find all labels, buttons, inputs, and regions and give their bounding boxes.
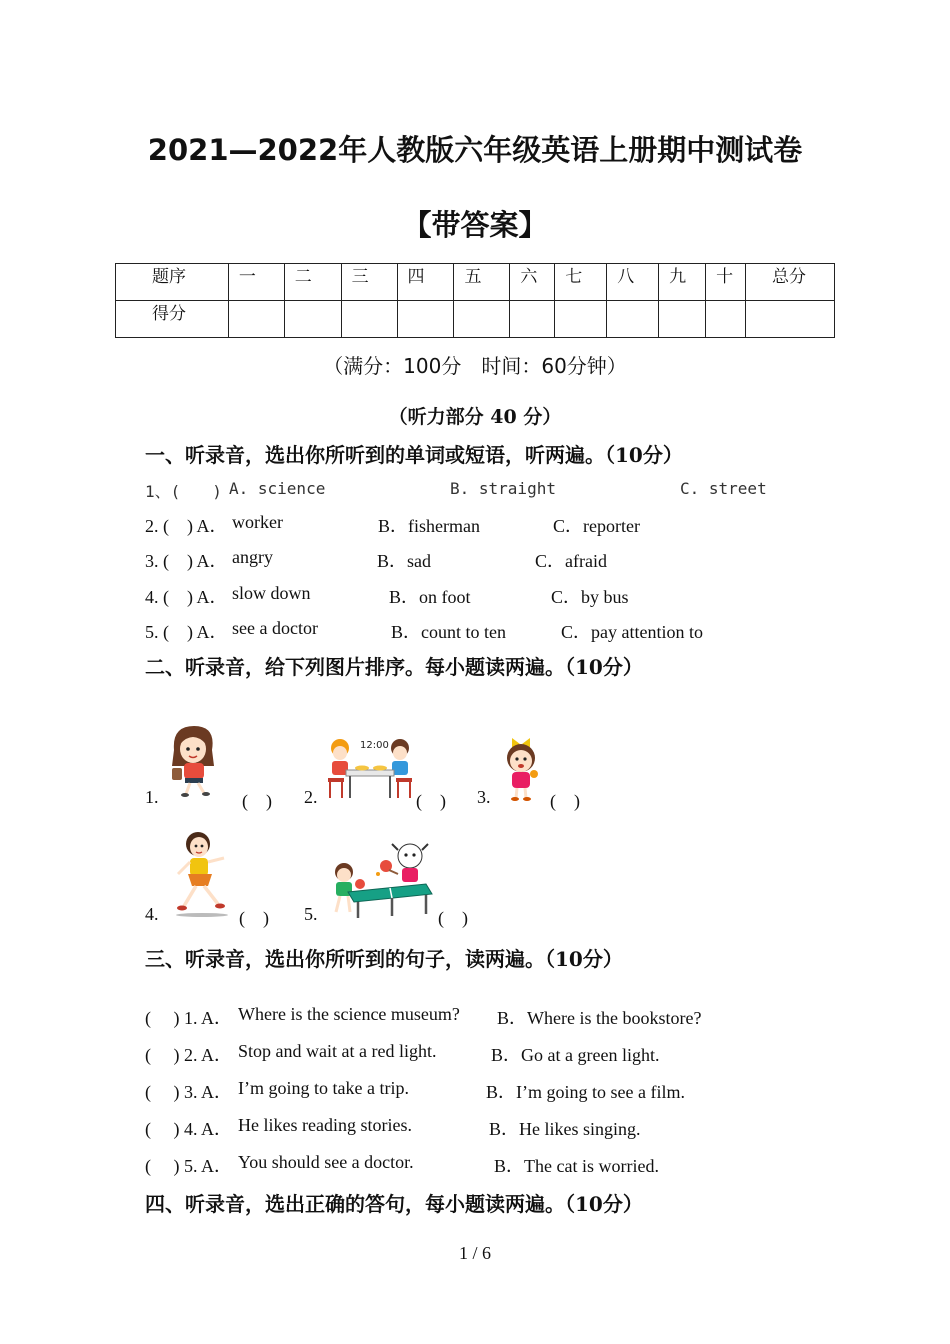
s1-q4-number: 4. ( ) A．	[145, 587, 228, 607]
score-header-cell: 七	[555, 264, 607, 301]
s3-q4-option-a: He likes reading stories.	[238, 1115, 412, 1135]
score-header-cell: 总分	[746, 264, 835, 301]
s2-item2-number: 2.	[304, 787, 318, 807]
s2-item1-blank[interactable]: ( )	[242, 791, 272, 811]
page-number: 1 / 6	[458, 1243, 491, 1263]
s3-q2-option-b: B．Go at a green light.	[491, 1045, 660, 1065]
s3-q1-option-b: B．Where is the bookstore?	[497, 1008, 702, 1028]
section2-title: 二、听录音，给下列图片排序。每小题读两遍。（10分）	[145, 655, 643, 679]
section1-title: 一、听录音，选出你所听到的单词或短语，听两遍。（10分）	[145, 443, 683, 467]
score-cell[interactable]	[228, 301, 284, 338]
girl-walking-picture	[166, 722, 222, 798]
s1-q2-option-a: worker	[232, 512, 283, 532]
section3-title: 三、听录音，选出你所听到的句子，读两遍。（10分）	[145, 947, 623, 971]
girl-running-picture	[168, 830, 232, 918]
score-header-cell: 六	[510, 264, 555, 301]
s2-item3-number: 3.	[477, 787, 491, 807]
score-header-cell: 四	[397, 264, 454, 301]
s1-q4-option-c: C．by bus	[551, 587, 629, 607]
s3-q5-option-a: You should see a doctor.	[238, 1152, 414, 1172]
s1-q4-option-b: B．on foot	[389, 587, 471, 607]
doc-title-line2: 【带答案】	[402, 208, 548, 242]
score-cell[interactable]	[746, 301, 835, 338]
score-cell[interactable]	[284, 301, 341, 338]
s3-q5-number: ( ) 5. A．	[145, 1156, 232, 1176]
s3-q5-option-b: B．The cat is worried.	[494, 1156, 659, 1176]
s1-q2-option-c: C．reporter	[553, 516, 640, 536]
section4-title: 四、听录音，选出正确的答句，每小题读两遍。（10分）	[145, 1192, 643, 1216]
listening-part-label: （听力部分 40 分）	[388, 406, 562, 428]
s1-q4-option-a: slow down	[232, 583, 311, 603]
s3-q1-number: ( ) 1. A．	[145, 1008, 232, 1028]
s1-q3-option-b: B．sad	[377, 551, 431, 571]
girl-with-bow-picture	[498, 732, 546, 802]
s1-q3-option-a: angry	[232, 547, 273, 567]
s1-q1-option-a: A. science	[229, 479, 326, 498]
score-header-cell: 一	[228, 264, 284, 301]
clock-text: 12:00	[360, 740, 389, 751]
s2-item3-blank[interactable]: ( )	[550, 791, 580, 811]
s1-q5-option-b: B．count to ten	[391, 622, 506, 642]
score-header-cell: 十	[706, 264, 746, 301]
score-header-cell: 九	[659, 264, 706, 301]
score-table-header-row	[116, 264, 835, 301]
s1-q3-number: 3. ( ) A．	[145, 551, 228, 571]
score-row-label: 得分	[116, 301, 229, 338]
s2-item4-blank[interactable]: ( )	[239, 908, 269, 928]
s3-q3-option-b: B．I’m going to see a film.	[486, 1082, 685, 1102]
s1-q2-number: 2. ( ) A．	[145, 516, 228, 536]
s3-q4-option-b: B．He likes singing.	[489, 1119, 641, 1139]
s3-q1-option-a: Where is the science museum?	[238, 1004, 460, 1024]
score-header-cell: 二	[284, 264, 341, 301]
s1-q3-option-c: C．afraid	[535, 551, 607, 571]
kids-eating-picture	[324, 734, 414, 802]
ping-pong-picture	[326, 840, 436, 920]
s3-q3-number: ( ) 3. A．	[145, 1082, 232, 1102]
s1-q1-option-b: B. straight	[450, 479, 556, 498]
s2-item5-number: 5.	[304, 904, 318, 924]
s1-q1-option-c: C. street	[680, 479, 767, 498]
score-cell[interactable]	[706, 301, 746, 338]
score-cell[interactable]	[555, 301, 607, 338]
score-cell[interactable]	[607, 301, 659, 338]
s3-q2-option-a: Stop and wait at a red light.	[238, 1041, 437, 1061]
score-cell[interactable]	[510, 301, 555, 338]
s1-q5-number: 5. ( ) A．	[145, 622, 228, 642]
s3-q3-option-a: I’m going to take a trip.	[238, 1078, 409, 1098]
doc-title-line1: 2021—2022年人教版六年级英语上册期中测试卷	[147, 133, 803, 167]
s2-item5-blank[interactable]: ( )	[438, 908, 468, 928]
score-cell[interactable]	[659, 301, 706, 338]
score-table-score-row	[116, 301, 835, 338]
score-header-cell: 题序	[116, 264, 229, 301]
score-header-cell: 八	[607, 264, 659, 301]
score-cell[interactable]	[454, 301, 510, 338]
score-cell[interactable]	[341, 301, 397, 338]
s3-q2-number: ( ) 2. A．	[145, 1045, 232, 1065]
s1-q5-option-a: see a doctor	[232, 618, 318, 638]
score-header-cell: 三	[341, 264, 397, 301]
exam-info: （满分：100分 时间：60分钟）	[323, 354, 627, 378]
s2-item4-number: 4.	[145, 904, 159, 924]
s3-q4-number: ( ) 4. A．	[145, 1119, 232, 1139]
score-header-cell: 五	[454, 264, 510, 301]
s1-q5-option-c: C．pay attention to	[561, 622, 703, 642]
score-cell[interactable]	[397, 301, 454, 338]
s2-item2-blank[interactable]: ( )	[416, 791, 446, 811]
s1-q1-number: 1、( )	[145, 482, 222, 501]
score-table	[115, 263, 835, 338]
s2-item1-number: 1.	[145, 787, 159, 807]
s1-q2-option-b: B．fisherman	[378, 516, 480, 536]
